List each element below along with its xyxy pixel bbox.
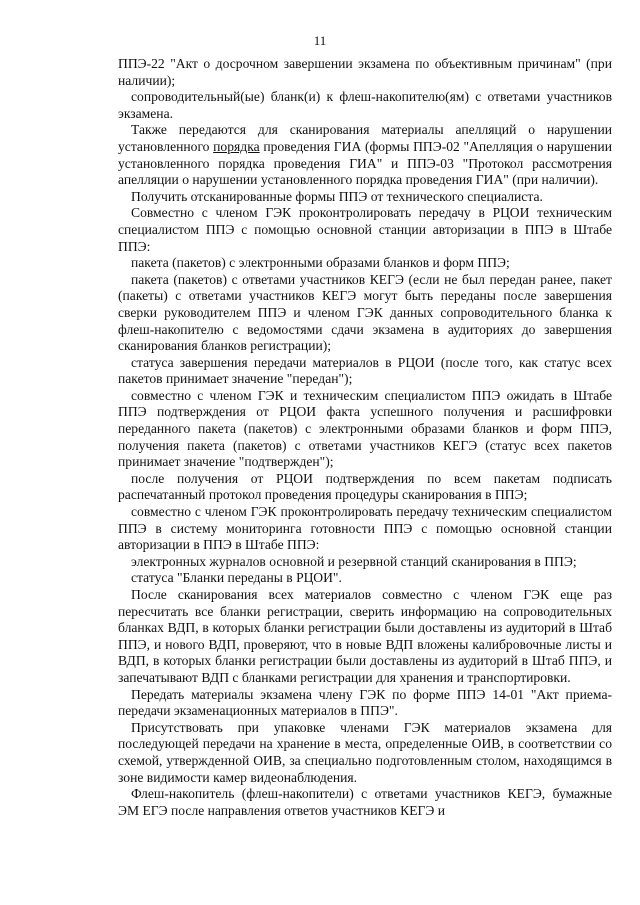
paragraph-15: Передать материалы экзамена члену ГЭК по форме ППЭ 14-01 "Акт приема-передачи экзаменационных материалов в ППЭ". bbox=[118, 686, 612, 719]
page-number: 11 bbox=[313, 33, 327, 48]
underlined-word: порядка bbox=[213, 138, 260, 154]
paragraph-17: Флеш-накопитель (флеш-накопители) с ответами участников КЕГЭ, бумажные ЭМ ЕГЭ после направления ответов участников КЕГЭ и bbox=[118, 786, 612, 818]
paragraph-1: ППЭ-22 "Акт о досрочном завершении экзамена по объективным причинам" (при наличии); bbox=[118, 56, 612, 88]
paragraph-5: Совместно с членом ГЭК проконтролировать передачу в РЦОИ техническим специалистом ППЭ с помощью основной станции авторизации в ППЭ в Штабе ППЭ: bbox=[118, 205, 612, 254]
paragraph-8: статуса завершения передачи материалов в РЦОИ (после того, как статус всех пакетов принимает значение "передан"); bbox=[118, 354, 612, 387]
paragraph-3 bbox=[118, 122, 612, 188]
paragraph-12: электронных журналов основной и резервной станций сканирования в ППЭ; bbox=[131, 553, 577, 569]
document-body bbox=[118, 56, 612, 819]
paragraph-14: После сканирования всех материалов совместно с членом ГЭК еще раз пересчитать все бланки регистрации, сверить информацию на сопроводительных бланках ВДП, в которых бланки регистрации были доставлены из аудиторий в Штаб ППЭ, и нового ВДП, проверяют, что в новые ВДП вложены калибровочные листы и ВДП, в которых бланки регистрации были доставлены из аудиторий в Штаб ППЭ, и запечатывают ВДП с бланками регистрации для хранения и транспортировки. bbox=[118, 587, 612, 685]
paragraph-2: сопроводительный(ые) бланк(и) к флеш-накопителю(ям) с ответами участников экзамена. bbox=[118, 89, 612, 121]
paragraph-10: после получения от РЦОИ подтверждения по всем пакетам подписать распечатанный протокол проведения процедуры сканирования в ППЭ; bbox=[118, 470, 612, 503]
paragraph-7: пакета (пакетов) с ответами участников КЕГЭ (если не был передан ранее, пакет (пакеты) с ответами участников КЕГЭ могут быть переданы после завершения сверки руководителем ППЭ и членом ГЭК данных сопроводительного бланка к флеш-накопителю с ведомостями сдачи экзамена в аудиториях до завершения сканирования бланков регистрации); bbox=[118, 271, 612, 354]
paragraph-13: статуса "Бланки переданы в РЦОИ". bbox=[131, 570, 342, 586]
paragraph-6: пакета (пакетов) с электронными образами бланков и форм ППЭ; bbox=[131, 255, 510, 271]
paragraph-9: совместно с членом ГЭК и техническим специалистом ППЭ ожидать в Штабе ППЭ подтверждения от РЦОИ факта успешного получения и расшифровки переданного пакета (пакетов) с электронными образами бланков и форм ППЭ, получения пакета (пакетов) с ответами участников КЕГЭ (статус всех пакетов принимает значение "подтвержден"); bbox=[118, 387, 612, 470]
paragraph-4: Получить отсканированные формы ППЭ от технического специалиста. bbox=[131, 188, 543, 204]
paragraph-11: совместно с членом ГЭК проконтролировать передачу техническим специалистом ППЭ в систему мониторинга готовности ППЭ с помощью основной станции авторизации в ППЭ в Штабе ППЭ: bbox=[118, 504, 612, 553]
paragraph-3-part-1: Также передаются для сканирования материалы апелляций о нарушении установленного bbox=[118, 122, 612, 154]
paragraph-3-part-3: проведения ГИА (формы ППЭ-02 "Апелляция о нарушении установленного порядка проведения ГИА" и ППЭ-03 "Протокол рассмотрения апелляции о нарушении установленного порядка проведения ГИА" (при наличии). bbox=[118, 138, 612, 188]
paragraph-16: Присутствовать при упаковке членами ГЭК материалов экзамена для последующей передачи на хранение в места, определенные ОИВ, в соответствии со схемой, утвержденной ОИВ, за специально подготовленным столом, находящимся в зоне видимости камер видеонаблюдения. bbox=[118, 719, 612, 785]
